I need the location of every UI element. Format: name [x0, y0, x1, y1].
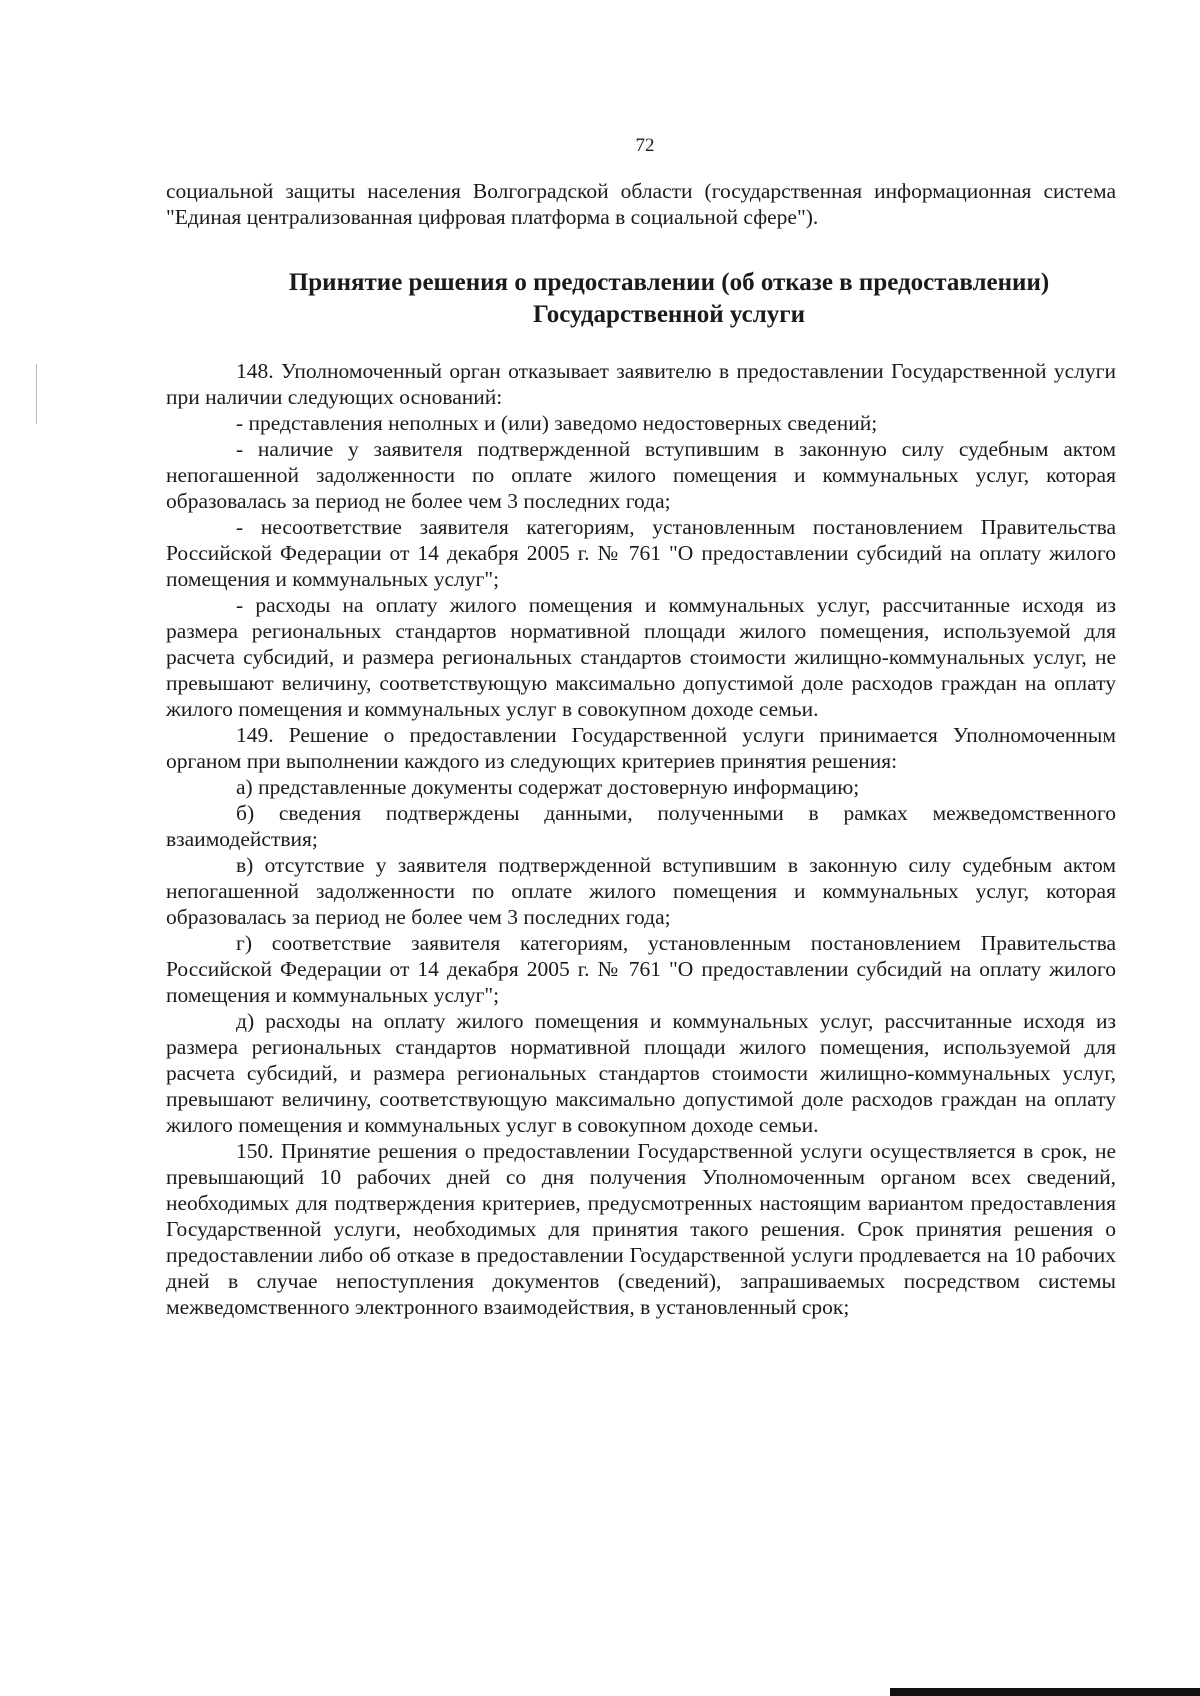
list-item-149-d: д) расходы на оплату жилого помещения и коммунальных услуг, рассчитанные исходя из размера региональных стандартов нормативной площади жилого помещения, используемой для расчета субсидий, и размера региональных стандартов стоимости жилищно-коммунальных услуг, превышают величину, соответствующую максимально допустимой доле расходов граждан на оплату жилого помещения и коммунальных услуг в совокупном доходе семьи.	[166, 1009, 1116, 1137]
list-item-149-b: б) сведения подтверждены данными, полученными в рамках межведомственного взаимодействия;	[166, 801, 1116, 851]
scan-margin-line	[36, 364, 37, 424]
heading-line-1: Принятие решения о предоставлении (об отказе в предоставлении)	[288, 269, 1050, 296]
list-item-148-1: - представления неполных и (или) заведомо недостоверных сведений;	[236, 411, 878, 435]
list-item-148-2: - наличие у заявителя подтвержденной вступившим в законную силу судебным актом непогашенной задолженности по оплате жилого помещения и коммунальных услуг, которая образовалась за период не более чем 3 последних года;	[166, 437, 1116, 513]
list-item-148-3: - несоответствие заявителя категориям, установленным постановлением Правительства Российской Федерации от 14 декабря 2005 г. № 761 "О предоставлении субсидий на оплату жилого помещения и коммунальных услуг";	[166, 515, 1116, 591]
paragraph-150: 150. Принятие решения о предоставлении Государственной услуги осуществляется в срок, не превышающий 10 рабочих дней со дня получения Уполномоченным органом всех сведений, необходимых для подтверждения критериев, предусмотренных настоящим вариантом предоставления Государственной услуги, необходимых для принятия такого решения. Срок принятия решения о предоставлении либо об отказе в предоставлении Государственной услуги продлевается на 10 рабочих дней в случае непоступления документов (сведений), запрашиваемых посредством системы межведомственного электронного взаимодействия, в установленный срок;	[166, 1139, 1116, 1319]
document-body	[166, 358, 1116, 1320]
scan-edge-artifact	[890, 1688, 1200, 1696]
intro-paragraph	[166, 178, 1116, 230]
list-item-149-v: в) отсутствие у заявителя подтвержденной вступившим в законную силу судебным актом непогашенной задолженности по оплате жилого помещения и коммунальных услуг, которая образовалась за период не более чем 3 последних года;	[166, 853, 1116, 929]
list-item-148-4: - расходы на оплату жилого помещения и коммунальных услуг, рассчитанные исходя из размера региональных стандартов нормативной площади жилого помещения, используемой для расчета субсидий, и размера региональных стандартов стоимости жилищно-коммунальных услуг, не превышают величину, соответствующую максимально допустимой доле расходов граждан на оплату жилого помещения и коммунальных услуг в совокупном доходе семьи.	[166, 593, 1116, 721]
paragraph-148: 148. Уполномоченный орган отказывает заявителю в предоставлении Государственной услуги при наличии следующих оснований:	[166, 359, 1116, 409]
heading-line-2: Государственной услуги	[533, 301, 805, 328]
list-item-149-a: а) представленные документы содержат достоверную информацию;	[236, 775, 860, 799]
list-item-149-g: г) соответствие заявителя категориям, установленным постановлением Правительства Российской Федерации от 14 декабря 2005 г. № 761 "О предоставлении субсидий на оплату жилого помещения и коммунальных услуг";	[166, 931, 1116, 1007]
paragraph-149: 149. Решение о предоставлении Государственной услуги принимается Уполномоченным органом при выполнении каждого из следующих критериев принятия решения:	[166, 723, 1116, 773]
page-number: 72	[635, 135, 655, 156]
intro-text: социальной защиты населения Волгоградской области (государственная информационная система "Единая централизованная цифровая платформа в социальной сфере").	[166, 179, 1116, 229]
section-heading	[166, 267, 1172, 331]
